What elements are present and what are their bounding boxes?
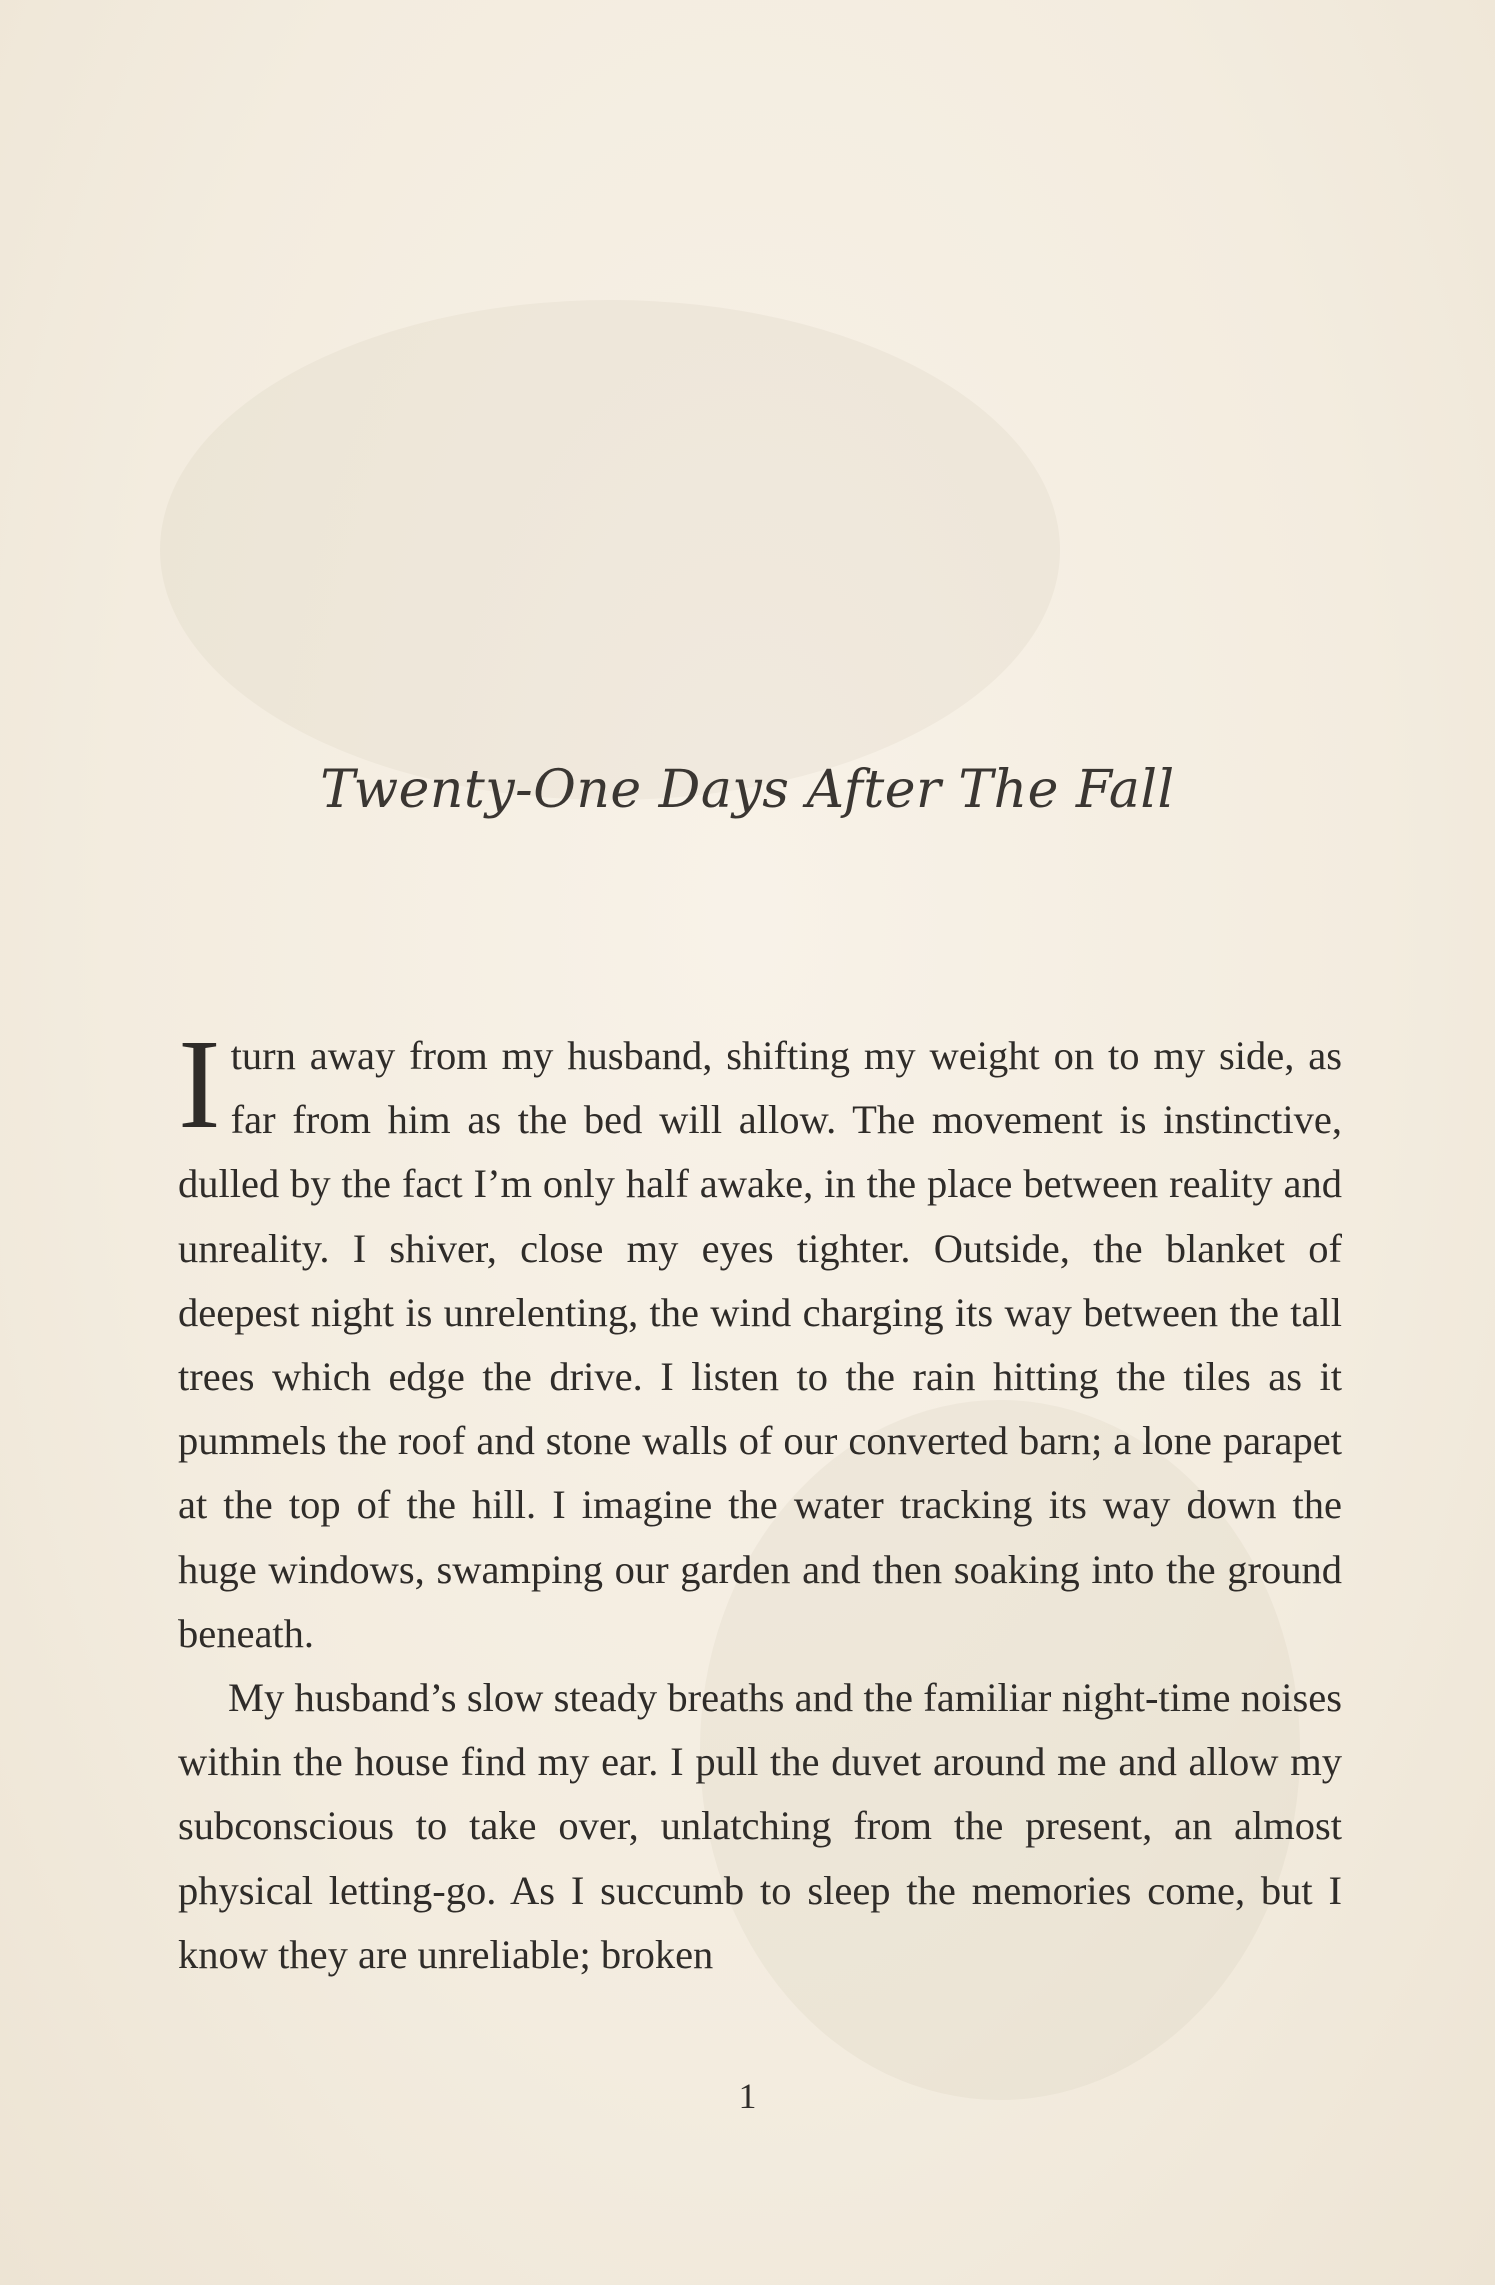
chapter-title: Twenty-One Days After The Fall [320,760,1175,820]
paper-texture [160,300,1060,800]
paragraph-1 [178,1013,1342,1666]
page-number: 1 [738,2076,757,2116]
paragraph-1-text: turn away from my husband, shifting my weight on to my side, as far from him as the bed will allow. The movement is instinctive, dulled by the fact I’m only half awake, in the place between reality and unreality. I shiver, close my eyes tighter. Outside, the blanket of deepest night is unrelenting, the wind charging its way between the tall trees which edge the drive. I listen to the rain hitting the tiles as it pummels the roof and stone walls of our converted barn; a lone parapet at the top of the hill. I imagine the water tracking its way down the huge windows, swamping our garden and then soaking into the ground beneath. [178,1033,1342,1656]
drop-cap: I [178,1013,221,1155]
paragraph-2: My husband’s slow steady breaths and the familiar night-time noises within the house find my ear. I pull the duvet around me and allow my subconscious to take over, unlatching from the present, an almost physical letting-go. As I succumb to sleep the memories come, but I know they are unreliable; broken [178,1675,1342,1977]
body-text [178,1013,1342,1987]
